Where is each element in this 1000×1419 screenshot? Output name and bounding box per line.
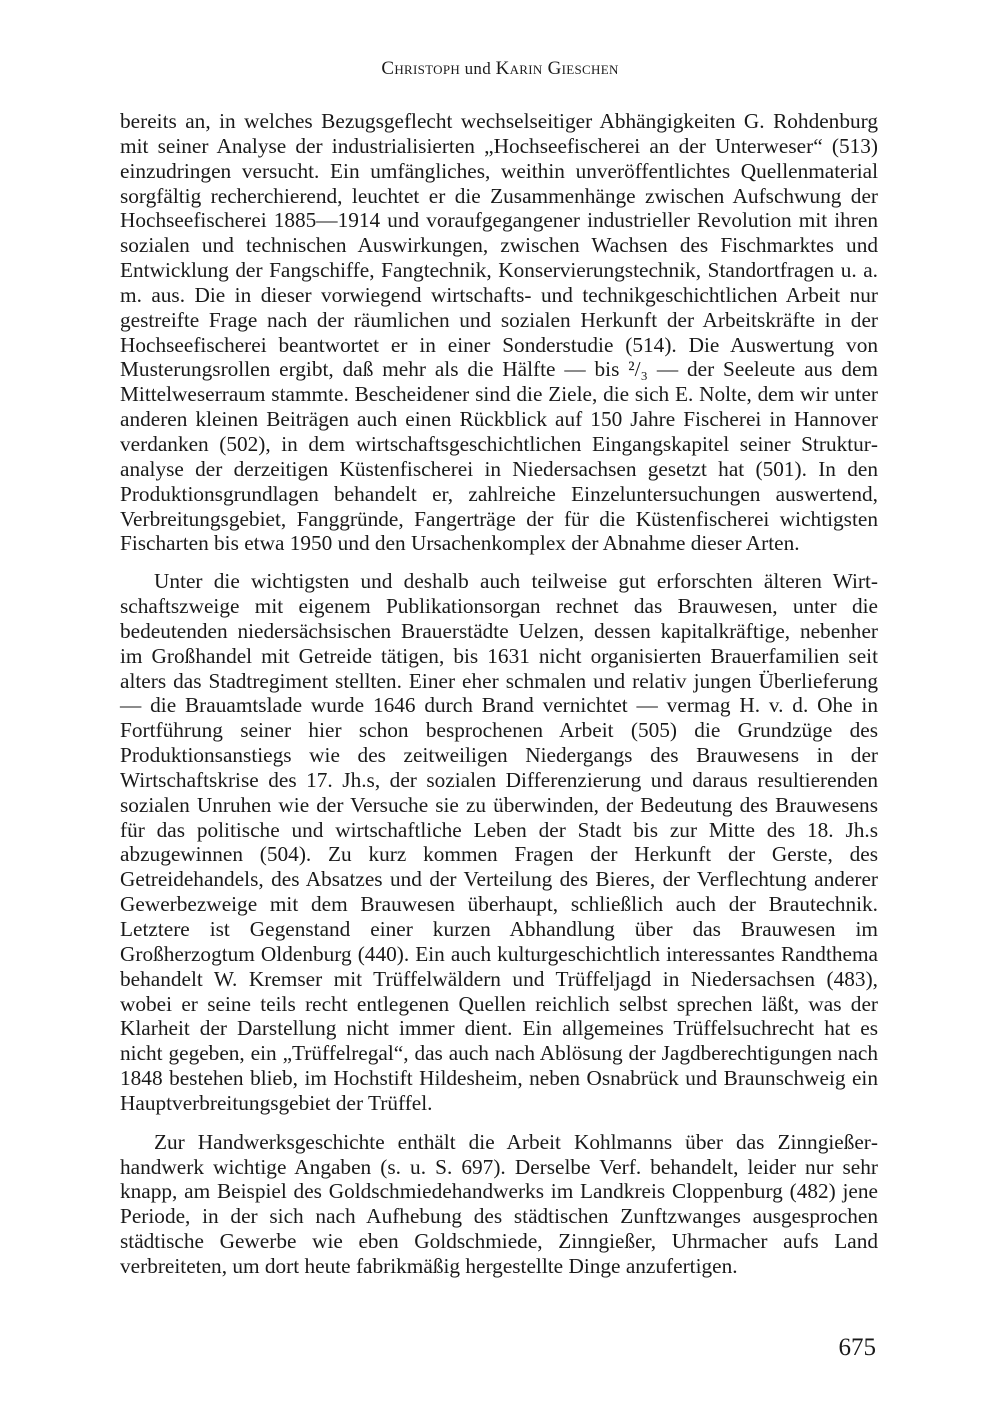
paragraph-crafts: Zur Handwerksgeschichte enthält die Arbeit Kohlmanns über das Zinngießerhandwerk wichtige Angaben (s. u. S. 697). Derselbe Verf. behandelt, leider nur sehr knapp, am Beispiel des Goldschmiedehandwerks im Landkreis Cloppenburg (482) jene Periode, in der sich nach Aufhebung des städtischen Zunftzwanges ausgesprochen städtische Gewerbe wie eben Goldschmiede, Zinngießer, Uhrmacher aufs Land verbreiteten, um dort heute fabrikmäßig hergestellte Dinge anzufertigen. <box>120 1129 878 1278</box>
conjunction: und <box>464 59 492 78</box>
running-head <box>0 58 1000 80</box>
paragraph-brewing: Unter die wichtigsten und deshalb auch teilweise gut erforschten älteren Wirtschaftszweige mit eigenem Publikationsorgan rechnet das Brauwesen, unter die bedeutenden niedersächsischen Brauerstädte Uelzen, dessen kapitalkräftige, nebenher im Großhandel mit Getreide tätigen, bis 1631 nicht organisierten Brauerfamilien seit alters das Stadtregiment stellten. Einer eher schmalen und relativ jungen Überlieferung — die Brauamtslade wurde 1646 durch Brand vernichtet — vermag H. v. d. Ohe in Fortführung seiner hier schon besprochenen Arbeit (505) die Grundzüge des Produktionsanstiegs wie des zeitweiligen Niedergangs des Brauwesens in der Wirtschaftskrise des 17. Jh.s, der sozialen Differenzierung und daraus resultierenden sozialen Unruhen wie der Versuche sie zu überwinden, der Bedeutung des Brauwesens für das politische und wirtschaftliche Leben der Stadt bis zur Mitte des 18. Jh.s abzugewinnen (504). Zu kurz kommen Fragen der Herkunft der Gerste, des Getreidehandels, des Absatzes und der Verteilung des Bieres, der Verflechtung anderer Gewerbezweige mit dem Brauwesen überhaupt, schließlich auch der Brautechnik. Letztere ist Gegenstand einer kurzen Abhandlung über das Brauwesen im Großherzogtum Oldenburg (440). Ein auch kulturgeschichtlich interessantes Randthema behandelt W. Kremser mit Trüffelwäldern und Trüffeljagd in Niedersachsen (483), wobei er seine teils recht entlegenen Quellen reichlich selbst sprechen läßt, was der Klarheit der Darstellung nicht immer dient. Ein allgemeines Trüffelsuchrecht hat es nicht gegeben, ein „Trüffelregal“, das auch nach Ablösung der Jagdberechtigungen nach 1848 bestehen blieb, im Hochstift Hildesheim, neben Osnabrück und Braunschweig ein Hauptverbreitungsgebiet der Trüffel. <box>120 569 878 1115</box>
author-name-1: Christoph <box>381 58 461 79</box>
author-name-2: Karin Gieschen <box>495 58 619 79</box>
paragraph-fisheries: bereits an, in welches Bezugsgeflecht wechselseitiger Abhängigkeiten G. Rohdenburg mit seiner Analyse der industrialisierten „Hochseefischerei an der Unterweser“ (513) einzudringen versucht. Ein umfängliches, weithin unveröffentlichtes Quellenmaterial sorgfältig recherchierend, leuchtet er die Zusammenhänge zwischen Aufschwung der Hochseefischerei 1885—1914 und voraufgegangener industrieller Revolution mit ihren sozialen und technischen Auswirkungen, zwischen Wachsen des Fischmarktes und Entwicklung der Fangschiffe, Fangtechnik, Konservierungstechnik, Standortfragen u. a. m. aus. Die in dieser vorwiegend wirtschafts- und technikgeschichtlichen Arbeit nur gestreifte Frage nach der räumlichen und sozialen Herkunft der Arbeitskräfte in der Hochseefischerei beantwortet er in einer Sonderstudie (514). Die Auswertung von Musterungsrollen ergibt, daß mehr als die Hälfte — bis ²/₃ — der Seeleute aus dem Mittelweserraum stammte. Bescheidener sind die Ziele, die sich E. Nolte, dem wir unter anderen kleinen Beiträgen auch einen Rückblick auf 150 Jahre Fischerei in Hannover verdanken (502), in dem wirtschaftsgeschichtlichen Eingangskapitel seiner Strukturanalyse der derzeitigen Küstenfischerei in Niedersachsen gesetzt hat (501). In den Produktionsgrundlagen behandelt er, zahlreiche Einzeluntersuchungen auswertend, Verbreitungsgebiet, Fanggründe, Fangerträge der für die Küstenfischerei wichtigsten Fischarten bis etwa 1950 und den Ursachenkomplex der Abnahme dieser Arten. <box>120 109 878 556</box>
body-text <box>120 109 878 1279</box>
page-number: 675 <box>838 1334 876 1361</box>
